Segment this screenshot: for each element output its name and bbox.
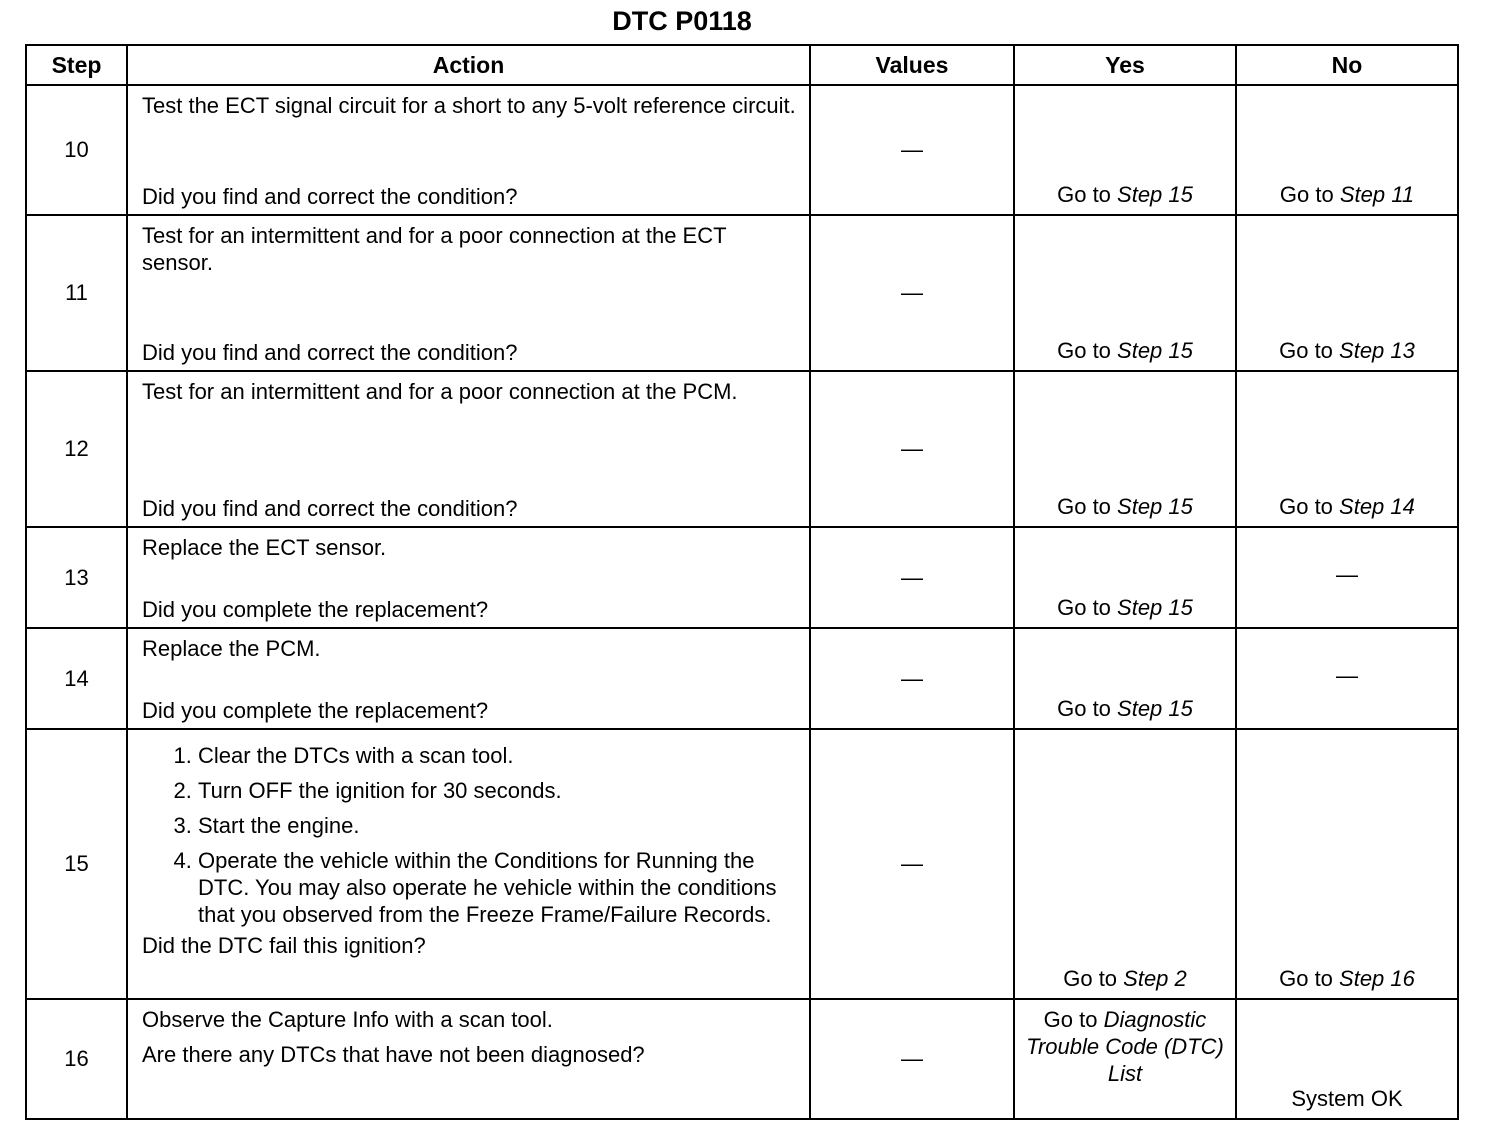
yes-step-link[interactable]: Step 2 <box>1123 966 1187 991</box>
no-cell <box>1236 371 1458 527</box>
table-row <box>26 371 1458 527</box>
yes-dtc-list-link[interactable]: Diagnostic Trouble Code (DTC) List <box>1026 1007 1224 1086</box>
yes-step-link[interactable]: Step 15 <box>1117 595 1193 620</box>
yes-prefix: Go to <box>1043 1007 1104 1032</box>
values-cell: — <box>810 628 1014 729</box>
yes-step-link[interactable]: Step 15 <box>1117 696 1193 721</box>
header-no: No <box>1236 45 1458 85</box>
diagnostic-table <box>25 44 1459 1120</box>
table-row <box>26 999 1458 1119</box>
values-cell: — <box>810 999 1014 1119</box>
table-row <box>26 527 1458 628</box>
yes-cell <box>1014 371 1236 527</box>
no-step-link[interactable]: Step 14 <box>1339 494 1415 519</box>
table-row <box>26 628 1458 729</box>
yes-step-link[interactable]: Step 15 <box>1117 338 1193 363</box>
yes-cell <box>1014 628 1236 729</box>
list-item: 2. Turn OFF the ignition for 30 seconds. <box>198 777 797 804</box>
no-prefix: Go to <box>1279 338 1340 363</box>
yes-cell <box>1014 85 1236 215</box>
action-text: Test for an intermittent and for a poor connection at the PCM. <box>142 379 738 404</box>
table-row <box>26 729 1458 999</box>
action-text: Test for an intermittent and for a poor connection at the ECT sensor. <box>142 223 727 275</box>
table-row <box>26 85 1458 215</box>
header-yes: Yes <box>1014 45 1236 85</box>
table-row <box>26 215 1458 371</box>
no-prefix: Go to <box>1279 966 1340 991</box>
no-cell <box>1236 215 1458 371</box>
step-number: 11 <box>26 215 127 371</box>
action-text: Observe the Capture Info with a scan tool. <box>142 1007 553 1032</box>
yes-prefix: Go to <box>1057 182 1118 207</box>
no-step-link[interactable]: Step 13 <box>1339 338 1415 363</box>
no-cell: — <box>1236 527 1458 628</box>
values-cell: — <box>810 371 1014 527</box>
yes-cell <box>1014 729 1236 999</box>
action-cell <box>127 85 810 215</box>
header-action: Action <box>127 45 810 85</box>
no-prefix: Go to <box>1279 494 1340 519</box>
yes-step-link[interactable]: Step 15 <box>1117 494 1193 519</box>
step-number: 13 <box>26 527 127 628</box>
yes-cell <box>1014 527 1236 628</box>
yes-cell <box>1014 215 1236 371</box>
action-cell <box>127 371 810 527</box>
header-step: Step <box>26 45 127 85</box>
list-item: 1. Clear the DTCs with a scan tool. <box>198 742 797 769</box>
step-number: 10 <box>26 85 127 215</box>
no-cell: — <box>1236 628 1458 729</box>
action-question: Did you find and correct the condition? <box>142 340 518 365</box>
action-cell <box>127 999 810 1119</box>
no-cell <box>1236 729 1458 999</box>
action-question: Did you complete the replacement? <box>142 698 489 723</box>
values-cell: — <box>810 729 1014 999</box>
step-number: 15 <box>26 729 127 999</box>
yes-prefix: Go to <box>1057 494 1118 519</box>
yes-prefix: Go to <box>1057 696 1118 721</box>
yes-prefix: Go to <box>1063 966 1124 991</box>
list-item: 3. Start the engine. <box>198 812 797 839</box>
action-question: Are there any DTCs that have not been diagnosed? <box>142 1042 645 1067</box>
yes-prefix: Go to <box>1057 338 1118 363</box>
no-prefix: Go to <box>1279 182 1340 207</box>
header-row <box>26 45 1458 85</box>
no-step-link[interactable]: Step 11 <box>1339 182 1415 207</box>
action-cell <box>127 215 810 371</box>
yes-step-link[interactable]: Step 15 <box>1117 182 1193 207</box>
action-question: Did you complete the replacement? <box>142 597 489 622</box>
step-number: 16 <box>26 999 127 1119</box>
step-number: 12 <box>26 371 127 527</box>
no-cell: System OK <box>1236 999 1458 1119</box>
no-cell <box>1236 85 1458 215</box>
step-number: 14 <box>26 628 127 729</box>
action-cell <box>127 527 810 628</box>
action-cell <box>127 729 810 999</box>
no-step-link[interactable]: Step 16 <box>1339 966 1415 991</box>
page-title: DTC P0118 <box>612 6 752 36</box>
yes-cell <box>1014 999 1236 1119</box>
values-cell: — <box>810 85 1014 215</box>
values-cell: — <box>810 527 1014 628</box>
action-text: Replace the PCM. <box>142 636 321 661</box>
header-values: Values <box>810 45 1014 85</box>
procedure-list <box>142 742 797 928</box>
yes-prefix: Go to <box>1057 595 1118 620</box>
values-cell: — <box>810 215 1014 371</box>
action-text: Replace the ECT sensor. <box>142 535 387 560</box>
list-item: 4. Operate the vehicle within the Conditions for Running the DTC. You may also operate he vehicle within the conditions that you observed from the Freeze Frame/Failure Records. <box>198 847 797 928</box>
action-cell <box>127 628 810 729</box>
action-question: Did the DTC fail this ignition? <box>142 933 426 958</box>
action-text: Test the ECT signal circuit for a short to any 5-volt reference circuit. <box>142 93 796 118</box>
action-question: Did you find and correct the condition? <box>142 496 518 521</box>
action-question: Did you find and correct the condition? <box>142 184 518 209</box>
